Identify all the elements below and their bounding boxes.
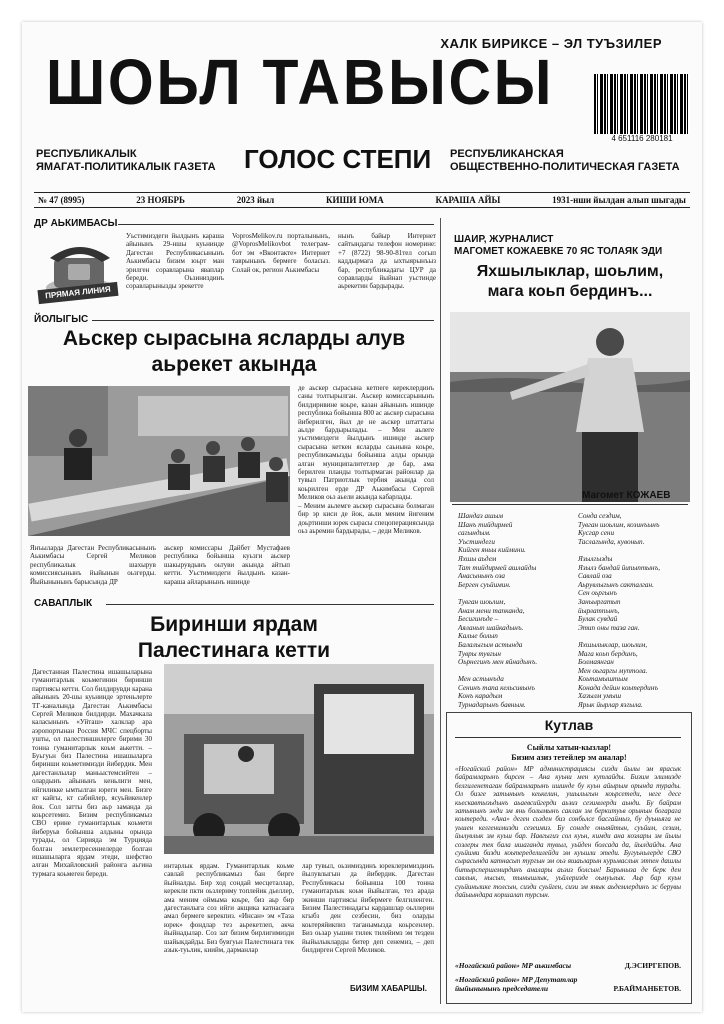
- rubric-rule: [118, 224, 434, 225]
- help-byline: БИЗИМ ХАБАРШЫ.: [350, 984, 427, 993]
- left-subtitle: [36, 148, 216, 174]
- hotline-label: ПРЯМАЯ ЛИНИЯ: [37, 282, 118, 304]
- congrats-greeting: Сыйлы хатын-кызлар!: [526, 743, 612, 752]
- russian-title: ГОЛОС СТЕПИ: [244, 144, 432, 174]
- right-subtitle: [450, 148, 680, 174]
- hotline-rubric: ДР АЬКИМБАСЫ: [34, 218, 118, 229]
- poet-headline-line-2: мага коьп бердинъ...: [487, 283, 653, 300]
- politics-caption-col-1: Янъыларда Дагестан Республикасынынъ Аькимбасы Сергей Меликов республикалык шахырув комиссиясынынъ йыйынын оьзгерды. Йыйынынынъ барысында ДР: [30, 544, 156, 586]
- issue-month: КАРАША АЙЫ: [435, 195, 501, 205]
- congrats-signature-2: [455, 975, 681, 993]
- help-col-2: интарлык ярдам. Гуманитарлык коьме савлай республикамыз бан бирге йыйналды. Бир ход сондай месцеталлар, керекли пкти оьзлериму топлейик дьеллер, ама меним оймыма коьре, биз аьр бир дагестанлыга соз ийги акщика катнасаага амал бермеге керекпиз. «Инсан» эм «Таза юрек» фондлар тез аьрекетлеп, акча йыйнадылар. Соз зат бизим бирлигимизди шайыкдайды. Биз бувгуьн Палестинага тек азык-туьлик, киийм, дарманлар: [164, 862, 294, 955]
- poet-caption: Магомет КОЖАЕВ: [582, 490, 671, 501]
- politics-headline-line-1: Аьскер сырасына ясларды алув: [62, 327, 406, 350]
- barcode-number: 4 651116 280181: [594, 134, 690, 143]
- right-subtitle-line-2: ОБЩЕСТВЕННО-ПОЛИТИЧЕСКАЯ ГАЗЕТА: [450, 161, 680, 173]
- signature-name-1: Д.ЭСИРГЕПОВ.: [624, 961, 681, 970]
- forklift-photo: [164, 664, 434, 854]
- newspaper-title: ШОЬЛ ТАВЫСЫ: [46, 46, 555, 118]
- politics-headline-line-2: аьрекет акында: [151, 353, 317, 376]
- help-headline-line-1: Биринши ярдам: [150, 613, 318, 636]
- help-headline-line-2: Палестинага кетти: [137, 639, 331, 662]
- signature-name-2: Р.БАЙМАНБЕТОВ.: [613, 984, 681, 993]
- barcode: [594, 74, 690, 134]
- politics-right-col: [298, 384, 434, 535]
- help-col-1: Дагестанная Палестина ишашыларына гуманитарлык коьмегинин биринши партиясы кетти. Сол билдирувди карана айынынъ 20-шы куьнинде эртеньлерте ТГ-каналында Дагестан Аькимбасы Сергей Меликов билдирди. Махачкала каласынынъ «Уйташ» халклар ара аэропортынан Россия МЧС спецборты ушты, ол палестиншилерге бирими 30 тонна гуманитарлык коьм аькетти. – Буьгуьн биз Палестина ишашыларга биринши коьметимизди йибердик. Мен дагестанлылар маньыстемсийтен – олардынъ айынынъ кеньлиги мен, ийгиликке ымтылган юреги мен. Бизге кт кайгы, кт сабийлер, ясуьйикенлер йок. Сол затты биз аьр заманда да коьрсетемиз. Бизим республикамыз СВО ерине гуманитарлык коьмети йиберуьв бойынша алдыны орында турады, ол Сирияда эм Турцияда болган землетресениелерде болган ишашыларга ярдам этеди, шефство алган Михайловский районга аьгина турмага коьмеген береди.: [32, 668, 152, 878]
- poet-rubric: ШАИР, ЖУРНАЛИСТ: [454, 234, 554, 245]
- left-subtitle-line-1: РЕСПУБЛИКАЛЫК: [36, 148, 137, 160]
- rubric-rule: [106, 604, 434, 605]
- congrats-rule: [455, 737, 681, 738]
- hotline-badge: [36, 236, 122, 308]
- politics-right-text: де аьскер сырасына кетпеге кереклердинъ саны толтырылган. Аьскер комиссарынынъ билдиривине коьре, казан айынынъ ишинде республика бойынша 800 ас аьскер сырасына йиберилген, йыл де не аьскер штаттагы аьлде бардырылады. – Мен аьлеге уьстимиздеги йылдынъ ишинде аьскер сырасына кеткен ясларды саьнына коьре, республикамызды бойынша алды орында алган муниципалитетлер де бар, ама берилген планды толтырмаган районлар да тувыл Патриотлык тербия акында сол коьрилген ерде ДР Аькимбасы Сергей Меликов оьз аьели акында кабарлады.: [298, 384, 434, 502]
- issue-info-bar: [34, 192, 690, 208]
- caption-rule: [452, 504, 688, 505]
- signature-role-2: «Ногайский район» МР Депутатлар йыйынынынъ председатели: [455, 975, 578, 993]
- help-headline: [34, 612, 434, 664]
- congrats-body: «Ногайский район» МР администрациясы сизди йылы эм ярасык байрамларынъ бирсен – Ана куьни мен кутлайды. Бизим элимизде белгиленетаган байрамларынъ ишинде бу куьн айырым орында турады. Ол бизге затынынъ кеькелин, ушылыгын коьрсетеди, неге десе кьескавтызьдынъ аьаевсийгерди аьзиз сезимлерди аьнди. Бу байрам затынынъ энди эм янь болымынъ саклан эм беркитуьв орынын богарага коьтереди. «Ана» деген сьзден биз сонбьлсе басгаймыз, бу дуьньяга не уьшен келгенимизди сезеимиз. Бу сонлде оныяйтын, суьйим, сезим, йылувлык эм куьш бар. Навгыгиз сол куьн, кимди ана козлары эм йылы созлеры тек бала ишаганда тувыл, уьйден болсада да, йылдайды. Ана суьйими бизди коьтеределилейди эм куьшли этеди. Бугуьньлерде СВО сырасында катнасып тургын эм оьз яшаьларын курьмаслык этпен дашлы битырспершемирдинъ аналары аьзиз болсын! Барыныза де берк ден савлык, нысып, тынышлык, уьйлеризде оьмуьлык. Аьр бар куьн суьйиньлике толсын, сизди суьйген, сизи эм янык аьдемлердинъ эс берувы дайыындара коршалап турсын.: [455, 765, 681, 900]
- right-subtitle-line-1: РЕСПУБЛИКАНСКАЯ: [450, 148, 564, 160]
- poet-photo: [450, 312, 690, 502]
- issue-year: 2023 йыл: [236, 195, 275, 205]
- congrats-signature-1: [455, 961, 681, 970]
- left-subtitle-line-2: ЯМАГАТ-ПОЛИТИКАЛЫК ГАЗЕТА: [36, 161, 216, 173]
- poet-subtitle: МАГОМЕТ КОЖАЕВКЕ 70 ЯС ТОЛАЯК ЭДИ: [454, 246, 663, 257]
- congrats-title: Кутлав: [544, 717, 594, 733]
- politics-rubric: ЙОЛЫГЫС: [34, 314, 89, 325]
- help-col-3: лар тувыл, оьзимиздинъ юреклеримиздинъ йылувлыгын да йибердик. Дагестан Республикасы бойынша 100 тонна гуманитарлык коьм йыйылган, тез арада экинши партиясы йибермеге белгиленген. Бизим Палестинадагы кардашлар оьллерин кгыбз ден сезбесин, биз оларды коьтеряйикпиз таганымызда коьрсенлер. Биз оьзар уьшин тилек тилейимз эм тезден йыйылыкларды битер деп сенемиз, – деп билдирген Сергей Меликов.: [302, 862, 434, 955]
- founded-note: 1931-нши йылдан алып шыгады: [552, 195, 686, 205]
- masthead-slogan: ХАЛК БИРИКСЕ – ЭЛ ТУЪЗИЛЕР: [440, 36, 662, 51]
- meeting-photo: [28, 386, 290, 536]
- forklift-scene: [164, 664, 434, 854]
- politics-caption-col-2: аьскер комиссары Дайбет Мустафаев республика бойынша куьзги аьскер шакырувдынъ оьтуви акында айтып кетти. Уьстимиздеги йылдынъ казан-караша айларынынъ ишинде: [164, 544, 290, 586]
- poem-right-col: Сонда сездим, Тувган шоьлим, козинъынъ Кусгар сени Таслагында, кувонып. Язылгызды Язылз бандай йипыптынъ, Савлай оза Аьрувлыгынъ сакталган. Сен оьргынъ Заньыргатып йырлатпынъ, Булак сувдай Этип оны таза ган. Яхшылыклар, шоьлим, Мага коьп бердинъ, Болмаянган Мен оьгаргы муптола. Коьтамыштым Конада дейин коьтердинъ Хазылм умыш Ярык йырлар язгыла.: [578, 512, 661, 710]
- hotline-col-1: Уьстимиздеги йылдынъ караша айынынъ 29-ншы куьнинде Дагестан Республикасынынъ Аькимбасы бизим юьрт ман эрилген соравларына яваплар береди. Оьзиниздинъ соравларынызды эрекетте: [126, 232, 224, 291]
- congrats-box: [446, 712, 692, 1004]
- issue-day: КИШИ ЮМА: [325, 195, 384, 205]
- poem-left-col: Шандаз ашым Шанъ тийдирмей сагындым. Уьстиндеги Кийген яньы киймини. Яхшы аьдем Тат тийдирмей ашлайды Анасынынъ оза Берген суьйимин. Тувган шоьлим, Анам мени тапканда, Бесигинъде – Аяланып шайкадынъ. Калые болып Балалыгым астында Тувры тувгын Оьрнегинъ мен яйнадынъ. Мен астынъда Сенинъ тапа кельсивынъ Конъ карадым Турнадарынъ бавным.: [458, 512, 538, 710]
- politics-headline: [34, 326, 434, 378]
- help-rubric: САВАПЛЫК: [34, 598, 93, 609]
- signature-role-1: «Ногайский район» МР аькимбасы: [455, 961, 572, 970]
- poet-headline-line-1: Яхшылыклар, шоьлим,: [476, 263, 664, 280]
- newspaper-page: [22, 22, 702, 1012]
- poet-headline: [442, 262, 698, 302]
- poet-field-scene: [450, 312, 690, 502]
- hotline-col-3: нынъ байыр Интернет сайтындагы телефон номерине: +7 (8722) 98-90-81тел согып каддырмага да ыхтыярынъыз бар, республикадагы ЦУР да соравларды йыйнап уьстинде аьрекетин бардырады.: [338, 232, 436, 291]
- hotline-col-2: VoprosMelikov.ru порталынынъ, @VoprosMelikovbot телеграм-бот эм «Вконтакте» Интернет таврынынъ бермеге боласыз. Солай ок, регион Аькимбасы: [232, 232, 330, 274]
- issue-date: 23 НОЯБРЬ: [136, 195, 185, 205]
- politics-right-text-2: – Меним аьлемге аьскер сырасына болмаган бир эр киси де йок, аьли меним йигеним доьртинши юрек сырасы спецоперациясында оьз аьремин бардырады, – деди Меликов.: [298, 501, 434, 535]
- rubric-rule: [92, 320, 434, 321]
- meeting-scene: [28, 386, 290, 536]
- column-divider: [440, 218, 441, 1004]
- congrats-greeting-2: Бизим азиз тетейлер эм аналар!: [511, 753, 627, 762]
- issue-number: № 47 (8995): [38, 195, 85, 205]
